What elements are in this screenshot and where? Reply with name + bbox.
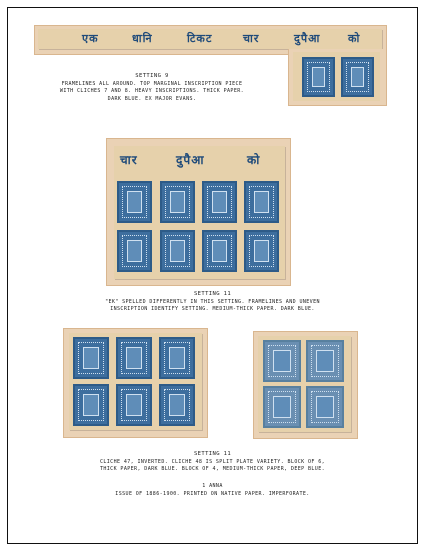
caption-line: WITH CLICHES 7 AND 8. HEAVY INSCRIPTIONS. THICK PAPER.	[59, 88, 245, 94]
inscription-word: चार	[120, 153, 138, 167]
inscription-word: को	[348, 32, 361, 45]
stamp	[306, 340, 344, 382]
issue-caption	[10, 483, 415, 498]
stamp	[244, 181, 279, 223]
stamp	[159, 384, 195, 426]
stamp	[117, 230, 152, 272]
inscription-word: टिकट	[187, 32, 213, 45]
stamp	[116, 384, 152, 426]
inscription-word: एक	[82, 32, 99, 45]
stamp	[160, 181, 195, 223]
caption-line: DARK BLUE. EX MAJOR EVANS.	[107, 95, 197, 102]
stamp	[302, 57, 335, 97]
caption-line: THICK PAPER, DARK BLUE. BLOCK OF 4, MEDIUM-THICK PAPER, DEEP BLUE.	[99, 466, 326, 472]
stamp	[160, 230, 195, 272]
stamp	[263, 340, 301, 382]
stamp	[159, 337, 195, 379]
stamp	[73, 337, 109, 379]
caption-line: INSCRIPTION IDENTIFY SETTING. MEDIUM-THICK PAPER. DARK BLUE.	[110, 306, 315, 312]
inscription-word: दुपैआ	[176, 153, 205, 167]
inscription-word: को	[247, 153, 261, 167]
caption-title: SETTING 11	[193, 451, 232, 457]
caption-setting-9	[10, 73, 294, 103]
stamp	[116, 337, 152, 379]
stamp	[306, 386, 344, 428]
caption-line: FRAMELINES ALL AROUND. TOP MARGINAL INSCRIPTION PIECE	[61, 80, 243, 87]
issue-description: ISSUE OF 1886-1900. PRINTED ON NATIVE PAPER. IMPERFORATE.	[115, 490, 310, 497]
inscription-word: चार	[243, 32, 260, 45]
inscription-strip	[38, 29, 382, 49]
caption-line: CLICHE 47, INVERTED. CLICHE 48 IS SPLIT PLATE VARIETY. BLOCK OF 6,	[99, 458, 326, 465]
caption-setting-11-b	[10, 451, 415, 474]
stamp	[263, 386, 301, 428]
inscription-word: धानि	[132, 32, 153, 45]
stamp	[341, 57, 374, 97]
caption-title: SETTING 9	[135, 73, 169, 79]
stamp	[244, 230, 279, 272]
caption-setting-11-a	[10, 291, 415, 314]
denomination: 1 ANNA	[202, 483, 223, 489]
stamp	[202, 181, 237, 223]
stamp	[117, 181, 152, 223]
inscription-word: दुपैआ	[294, 32, 321, 45]
stamp	[73, 384, 109, 426]
caption-line: "EK" SPELLED DIFFERENTLY IN THIS SETTING. FRAMELINES AND UNEVEN	[105, 298, 320, 305]
caption-title: SETTING 11	[193, 291, 232, 297]
stamp	[202, 230, 237, 272]
